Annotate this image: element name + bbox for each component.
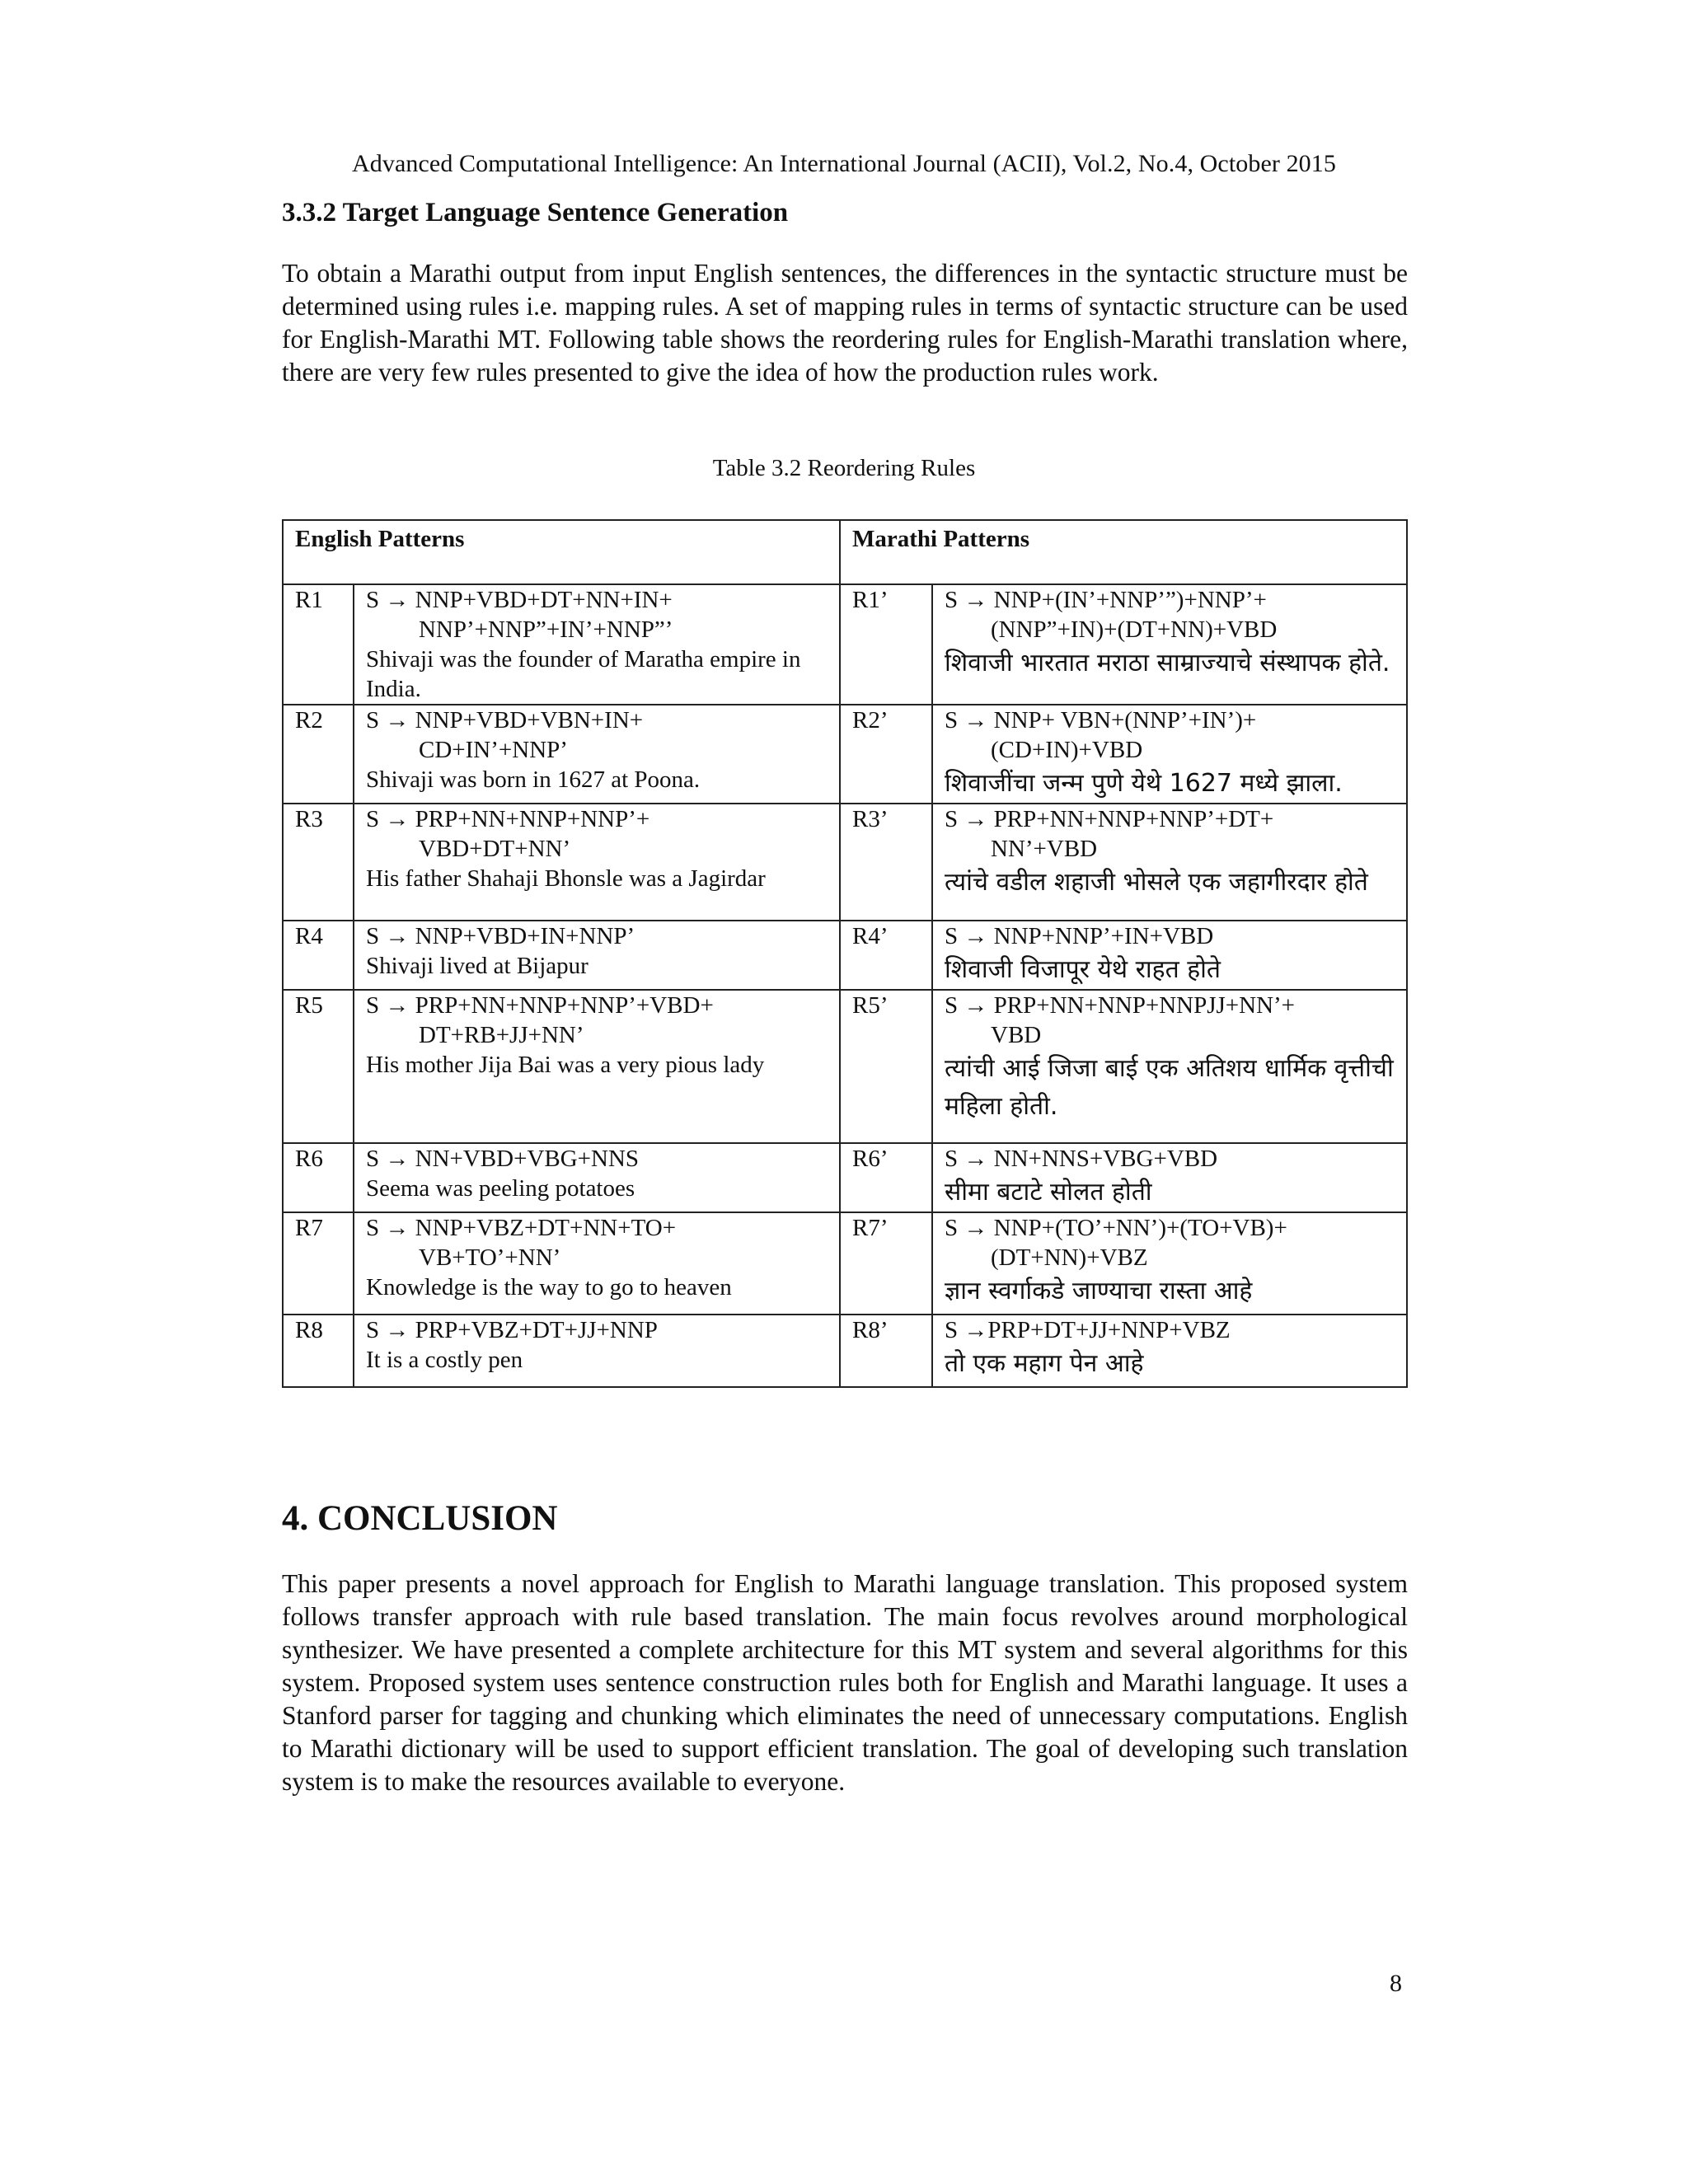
english-rule-continuation: VB+TO’+NN’ [419,1244,561,1271]
marathi-example-sentence: शिवाजी भारतात मराठा साम्राज्याचे संस्थापक होते. [945,649,1390,677]
english-rule-line: S → NNP+VBD+VBN+IN+ [366,707,644,733]
reordering-rules-table [282,519,1408,1388]
marathi-pattern-cell [932,1212,1407,1315]
table-row [283,921,1407,990]
english-pattern-cell [354,1143,840,1212]
english-example-sentence: It is a costly pen [366,1347,523,1373]
english-example-sentence: Seema was peeling potatoes [366,1175,635,1202]
marathi-pattern-cell [932,705,1407,804]
english-example-sentence: Shivaji lived at Bijapur [366,953,588,979]
english-rule-line: S → PRP+NN+NNP+NNP’+ [366,806,650,832]
rule-id: R8 [283,1315,354,1387]
marathi-rule-id: R5’ [840,990,932,1143]
table-header-row [283,520,1407,584]
marathi-rule-continuation: (CD+IN)+VBD [991,737,1143,763]
marathi-rule-line: S →PRP+DT+JJ+NNP+VBZ [945,1317,1231,1343]
table-row [283,804,1407,921]
english-pattern-cell [354,1212,840,1315]
marathi-rule-line: S → NNP+(IN’+NNP’”)+NNP’+ [945,587,1267,613]
marathi-rule-line: S → PRP+NN+NNP+NNPJJ+NN’+ [945,992,1296,1019]
marathi-rule-id: R4’ [840,921,932,990]
marathi-example-sentence: तो एक महाग पेन आहे [945,1349,1144,1378]
marathi-rule-line: S → NNP+ VBN+(NNP’+IN’)+ [945,707,1257,733]
header-english-patterns: English Patterns [283,520,840,584]
conclusion-paragraph: This paper presents a novel approach for English to Marathi language translation. This proposed system follows transfer approach with rule based translation. The main focus revolves around morphological synthesizer. We have presented a complete architecture for this MT system and several algorithms for this system. Proposed system uses sentence construction rules both for English and Marathi language. It uses a Stanford parser for tagging and chunking which eliminates the need of unnecessary computations. English to Marathi dictionary will be used to support efficient translation. The goal of developing such translation system is to make the resources available to everyone. [282,1569,1408,1796]
english-rule-continuation: CD+IN’+NNP’ [419,737,568,763]
marathi-pattern-cell [932,921,1407,990]
marathi-rule-id: R3’ [840,804,932,921]
marathi-rule-id: R2’ [840,705,932,804]
marathi-rule-line: S → NNP+NNP’+IN+VBD [945,923,1214,949]
english-rule-line: S → PRP+NN+NNP+NNP’+VBD+ [366,992,714,1019]
marathi-rule-continuation: VBD [991,1022,1042,1048]
english-example-sentence: Shivaji was born in 1627 at Poona. [366,766,701,793]
header-marathi-patterns: Marathi Patterns [840,520,1407,584]
table-row [283,1143,1407,1212]
marathi-pattern-cell [932,1143,1407,1212]
english-example-sentence: Knowledge is the way to go to heaven [366,1274,732,1301]
table-row [283,584,1407,705]
english-pattern-cell [354,584,840,705]
table-body [283,584,1407,1387]
table-row [283,705,1407,804]
english-pattern-cell [354,990,840,1143]
english-rule-continuation: VBD+DT+NN’ [419,836,571,862]
marathi-example-sentence: त्यांचे वडील शहाजी भोसले एक जहागीरदार होते [945,868,1368,897]
page-number: 8 [1390,1970,1402,1997]
section-title: 4. CONCLUSION [282,1499,558,1538]
table-row [283,1315,1407,1387]
intro-paragraph: To obtain a Marathi output from input English sentences, the differences in the syntactic structure must be determined using rules i.e. mapping rules. A set of mapping rules in terms of syntactic structure can be used for English-Marathi MT. Following table shows the reordering rules for English-Marathi translation where, there are very few rules presented to give the idea of how the production rules work. [282,259,1408,387]
rule-id: R3 [283,804,354,921]
subsection-title: 3.3.2 Target Language Sentence Generation [282,198,789,227]
running-head: Advanced Computational Intelligence: An International Journal (ACII), Vol.2, No.4, October 2015 [352,150,1336,177]
marathi-example-sentence: सीमा बटाटे सोलत होती [945,1178,1152,1207]
english-rule-line: S → NN+VBD+VBG+NNS [366,1146,640,1172]
marathi-example-sentence: शिवाजी विजापूर येथे राहत होते [945,955,1221,984]
table-row [283,1212,1407,1315]
english-pattern-cell [354,1315,840,1387]
marathi-rule-id: R6’ [840,1143,932,1212]
marathi-example-sentence: ज्ञान स्वर्गाकडे जाण्याचा रास्ता आहे [945,1277,1253,1305]
marathi-rule-line: S → PRP+NN+NNP+NNP’+DT+ [945,806,1274,832]
english-rule-continuation: NNP’+NNP”+IN’+NNP”’ [419,616,673,643]
rule-id: R2 [283,705,354,804]
english-rule-line: S → NNP+VBD+IN+NNP’ [366,923,635,949]
table-caption: Table 3.2 Reordering Rules [712,455,976,481]
english-example-sentence: His mother Jija Bai was a very pious lady [366,1052,765,1078]
rule-id: R1 [283,584,354,705]
english-example-sentence: His father Shahaji Bhonsle was a Jagirdar [366,865,766,892]
table-row [283,990,1407,1143]
marathi-rule-continuation: NN’+VBD [991,836,1098,862]
marathi-pattern-cell [932,804,1407,921]
english-rule-continuation: DT+RB+JJ+NN’ [419,1022,584,1048]
marathi-rule-continuation: (DT+NN)+VBZ [991,1244,1148,1271]
marathi-rule-line: S → NNP+(TO’+NN’)+(TO+VB)+ [945,1215,1287,1241]
english-rule-line: S → NNP+VBD+DT+NN+IN+ [366,587,673,613]
marathi-example-sentence: शिवाजींचा जन्म पुणे येथे 1627 मध्ये झाला. [945,769,1343,798]
marathi-pattern-cell [932,1315,1407,1387]
marathi-example-sentence: त्यांची आई जिजा बाई एक अतिशय धार्मिक वृत्तीची महिला होती. [945,1054,1394,1121]
marathi-rule-id: R7’ [840,1212,932,1315]
marathi-pattern-cell [932,990,1407,1143]
marathi-rule-line: S → NN+NNS+VBG+VBD [945,1146,1218,1172]
marathi-rule-continuation: (NNP”+IN)+(DT+NN)+VBD [991,616,1278,643]
english-rule-line: S → PRP+VBZ+DT+JJ+NNP [366,1317,658,1343]
english-example-sentence: Shivaji was the founder of Maratha empire in India. [366,646,801,702]
english-rule-line: S → NNP+VBZ+DT+NN+TO+ [366,1215,677,1241]
rule-id: R5 [283,990,354,1143]
english-pattern-cell [354,921,840,990]
english-pattern-cell [354,804,840,921]
rule-id: R4 [283,921,354,990]
rule-id: R6 [283,1143,354,1212]
rule-id: R7 [283,1212,354,1315]
marathi-pattern-cell [932,584,1407,705]
marathi-rule-id: R1’ [840,584,932,705]
english-pattern-cell [354,705,840,804]
marathi-rule-id: R8’ [840,1315,932,1387]
